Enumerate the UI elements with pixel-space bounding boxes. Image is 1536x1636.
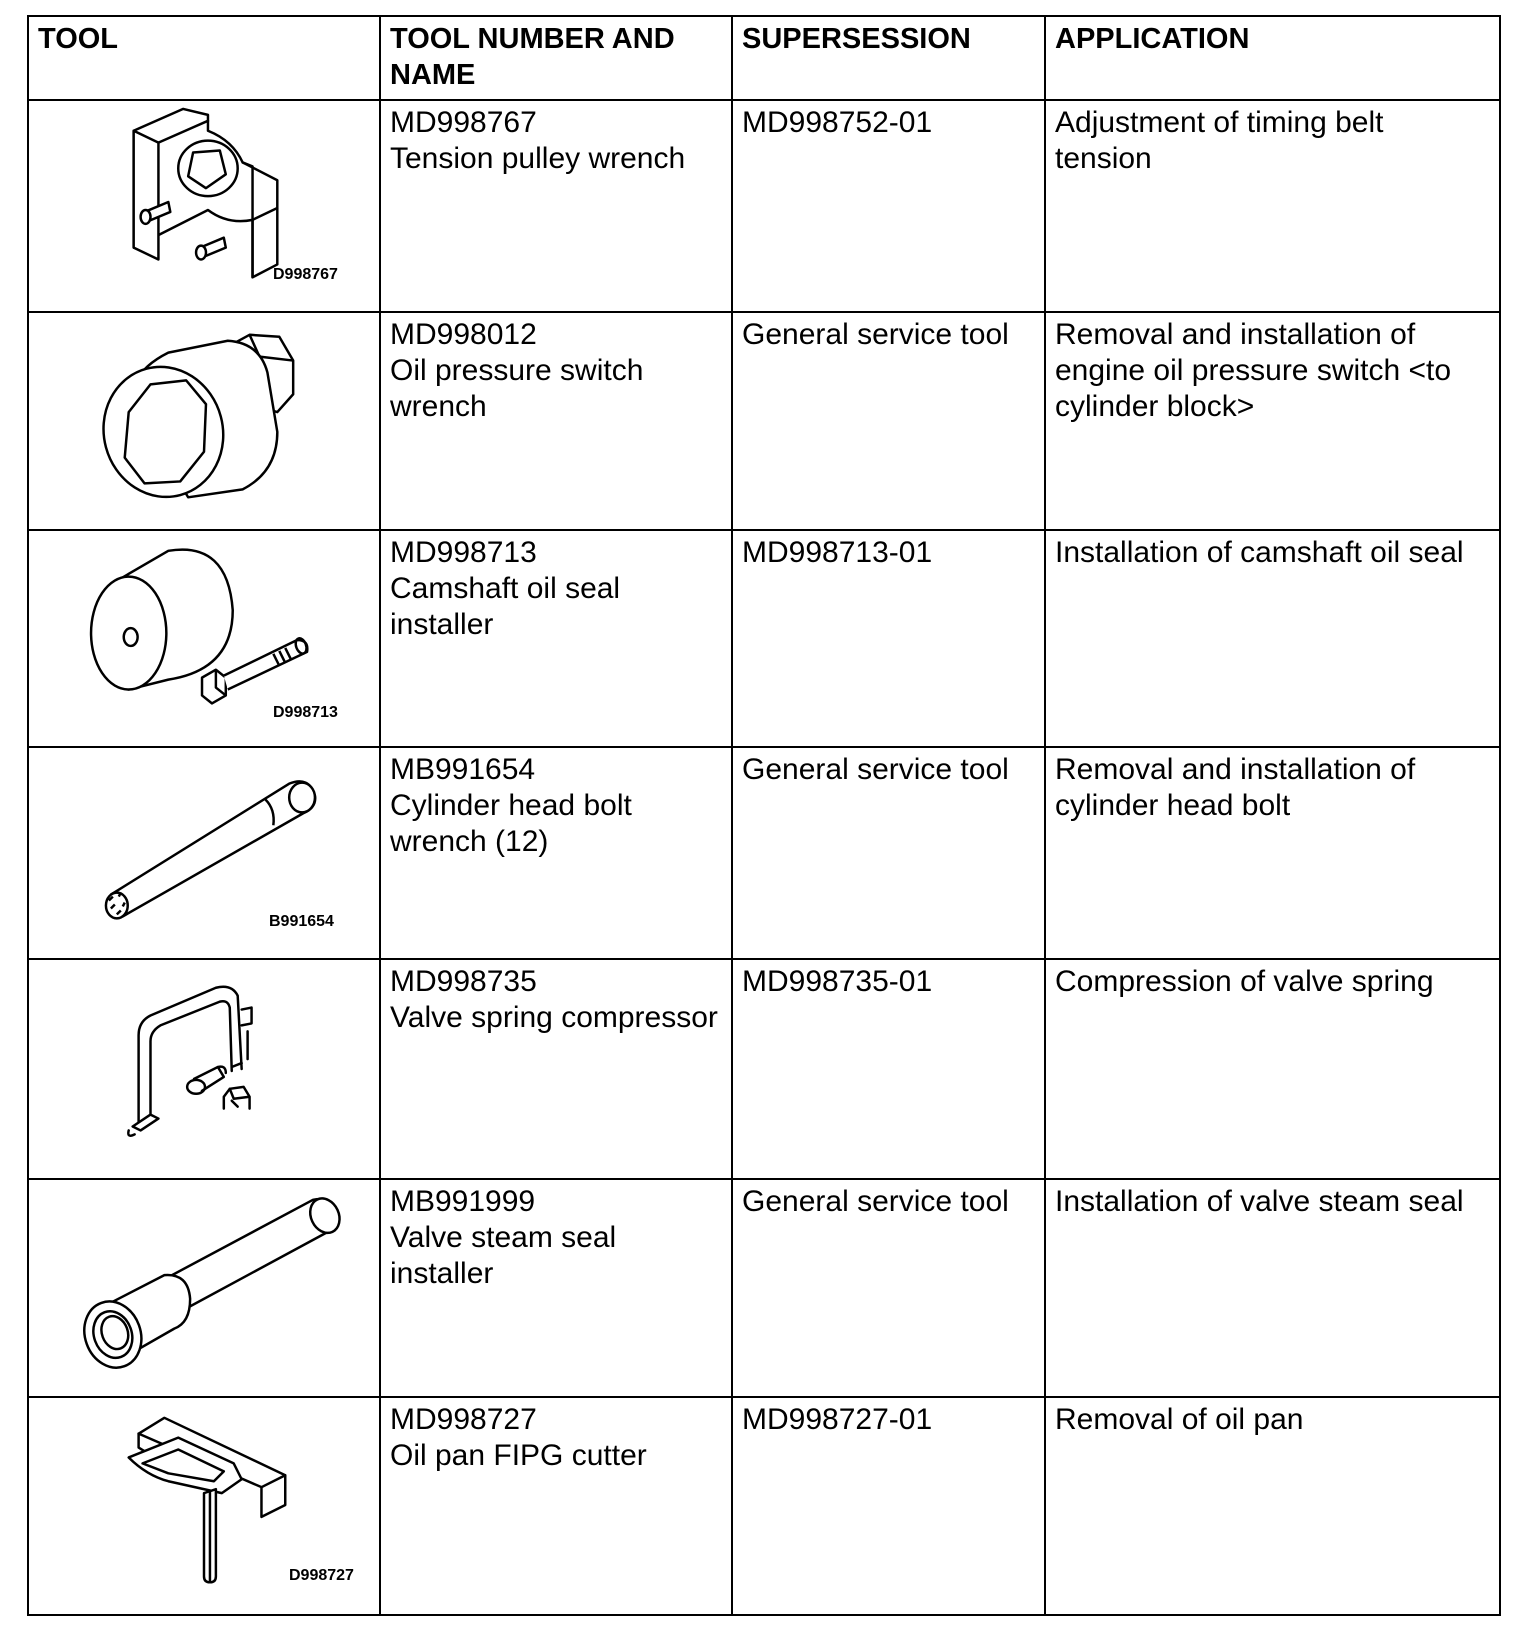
table-row — [28, 747, 1500, 959]
supersession-cell: MD998713-01 — [732, 530, 1045, 747]
application-cell: Installation of camshaft oil seal — [1045, 530, 1500, 747]
tool-name: Oil pan FIPG cutter — [390, 1439, 647, 1472]
tool-number-name-cell — [380, 312, 732, 530]
tool-name: installer — [390, 1257, 494, 1290]
application-cell: Installation of valve steam seal — [1045, 1179, 1500, 1397]
valve-spring-compressor-icon — [29, 960, 379, 1178]
tool-name: Valve spring compressor — [390, 1001, 718, 1034]
tool-number: MB991999 — [390, 1185, 536, 1218]
tool-name: Valve steam seal — [390, 1221, 617, 1254]
application-cell: Removal and installation of cylinder head bolt — [1045, 747, 1500, 959]
application-cell: Removal of oil pan — [1045, 1397, 1500, 1615]
tool-name: wrench (12) — [390, 825, 549, 858]
table-row — [28, 530, 1500, 747]
tool-number: MD998735 — [390, 965, 537, 998]
tool-name: Camshaft oil seal — [390, 572, 621, 605]
supersession-cell: General service tool — [732, 747, 1045, 959]
tool-number: MD998767 — [390, 106, 537, 139]
drawing-number: D998767 — [273, 266, 338, 283]
tool-number-name-cell — [380, 530, 732, 747]
header-tool-number-and-name: TOOL NUMBER AND NAME — [380, 16, 732, 100]
table-row — [28, 959, 1500, 1179]
supersession-cell: MD998735-01 — [732, 959, 1045, 1179]
tool-illustration-cell — [28, 530, 380, 747]
application-cell: Removal and installation of engine oil pressure switch <to cylinder block> — [1045, 312, 1500, 530]
drawing-number: D998713 — [273, 704, 338, 721]
drawing-number: D998727 — [289, 1567, 354, 1584]
tool-number: MB991654 — [390, 753, 536, 786]
table-row — [28, 1397, 1500, 1615]
supersession-cell: General service tool — [732, 1179, 1045, 1397]
oil-pressure-switch-wrench-icon — [29, 313, 379, 529]
tool-number-name-cell — [380, 1397, 732, 1615]
drawing-number: B991654 — [269, 913, 334, 930]
application-cell: Adjustment of timing belt tension — [1045, 100, 1500, 312]
tool-number: MD998727 — [390, 1403, 537, 1436]
tool-illustration-cell — [28, 959, 380, 1179]
tool-illustration-cell — [28, 312, 380, 530]
table-header-row — [28, 16, 1500, 100]
special-tools-table — [27, 15, 1501, 1616]
tool-illustration-cell — [28, 100, 380, 312]
tool-number-name-cell — [380, 1179, 732, 1397]
supersession-cell: General service tool — [732, 312, 1045, 530]
tool-name: Oil pressure switch — [390, 354, 644, 387]
table-row — [28, 1179, 1500, 1397]
table-row — [28, 100, 1500, 312]
header-tool: TOOL — [28, 16, 380, 100]
tool-illustration-cell — [28, 1397, 380, 1615]
tool-number-name-cell — [380, 100, 732, 312]
tool-illustration-cell — [28, 1179, 380, 1397]
application-cell: Compression of valve spring — [1045, 959, 1500, 1179]
supersession-cell: MD998752-01 — [732, 100, 1045, 312]
header-supersession: SUPERSESSION — [732, 16, 1045, 100]
tool-name: installer — [390, 608, 494, 641]
valve-steam-seal-installer-icon — [29, 1180, 379, 1396]
tool-name: wrench — [390, 390, 487, 423]
table-row — [28, 312, 1500, 530]
tool-number-name-cell — [380, 959, 732, 1179]
tool-name: Tension pulley wrench — [390, 142, 686, 175]
tool-number: MD998713 — [390, 536, 537, 569]
supersession-cell: MD998727-01 — [732, 1397, 1045, 1615]
tool-number-name-cell — [380, 747, 732, 959]
tool-name: Cylinder head bolt — [390, 789, 632, 822]
tool-illustration-cell — [28, 747, 380, 959]
header-application: APPLICATION — [1045, 16, 1500, 100]
tool-number: MD998012 — [390, 318, 537, 351]
